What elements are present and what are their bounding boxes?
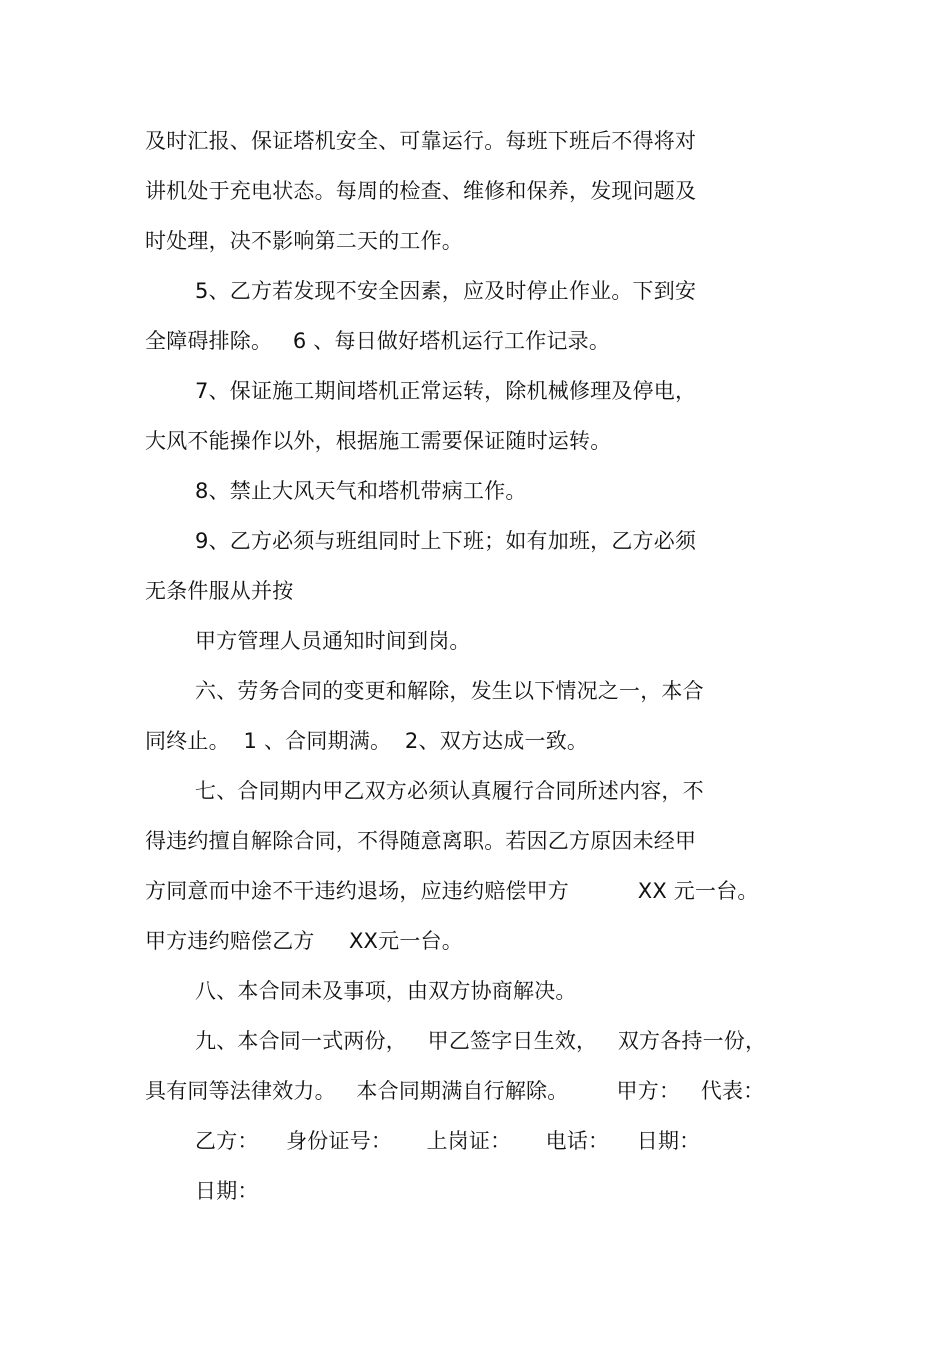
text-line-21: 乙方： 身份证号： 上岗证： 电话： 日期： — [195, 1129, 701, 1153]
text-line-9: 9、乙方必须与班组同时上下班；如有加班，乙方必须 — [195, 529, 697, 553]
text-line-10: 无条件服从并按 — [145, 579, 294, 603]
text-line-18: 八、本合同未及事项，由双方协商解决。 — [195, 979, 577, 1003]
text-line-2: 讲机处于充电状态。每周的检查、维修和保养，发现问题及 — [145, 179, 697, 203]
text-line-1: 及时汇报、保证塔机安全、可靠运行。每班下班后不得将对 — [145, 129, 697, 153]
text-line-15: 得违约擅自解除合同，不得随意离职。若因乙方原因未经甲 — [145, 829, 697, 853]
text-line-16: 方同意而中途不干违约退场，应违约赔偿甲方 XX 元一台。 — [145, 879, 759, 903]
text-line-20: 具有同等法律效力。 本合同期满自行解除。 甲方： 代表： — [145, 1079, 765, 1103]
text-line-5: 全障碍排除。 6 、每日做好塔机运行工作记录。 — [145, 329, 611, 353]
text-line-6: 7、保证施工期间塔机正常运转，除机械修理及停电， — [195, 379, 697, 403]
text-line-7: 大风不能操作以外，根据施工需要保证随时运转。 — [145, 429, 612, 453]
text-line-11: 甲方管理人员通知时间到岗。 — [195, 629, 471, 653]
text-line-14: 七、合同期内甲乙双方必须认真履行合同所述内容，不 — [195, 779, 704, 803]
text-line-12: 六、劳务合同的变更和解除，发生以下情况之一，本合 — [195, 679, 704, 703]
text-line-3: 时处理，决不影响第二天的工作。 — [145, 229, 463, 253]
text-line-17: 甲方违约赔偿乙方 XX元一台。 — [145, 929, 463, 953]
text-line-22: 日期： — [195, 1179, 259, 1203]
text-line-13: 同终止。 1 、合同期满。 2、双方达成一致。 — [145, 729, 589, 753]
text-line-19: 九、本合同一式两份， 甲乙签字日生效， 双方各持一份， — [195, 1029, 767, 1053]
text-line-4: 5、乙方若发现不安全因素，应及时停止作业。下到安 — [195, 279, 697, 303]
text-line-8: 8、禁止大风天气和塔机带病工作。 — [195, 479, 527, 503]
